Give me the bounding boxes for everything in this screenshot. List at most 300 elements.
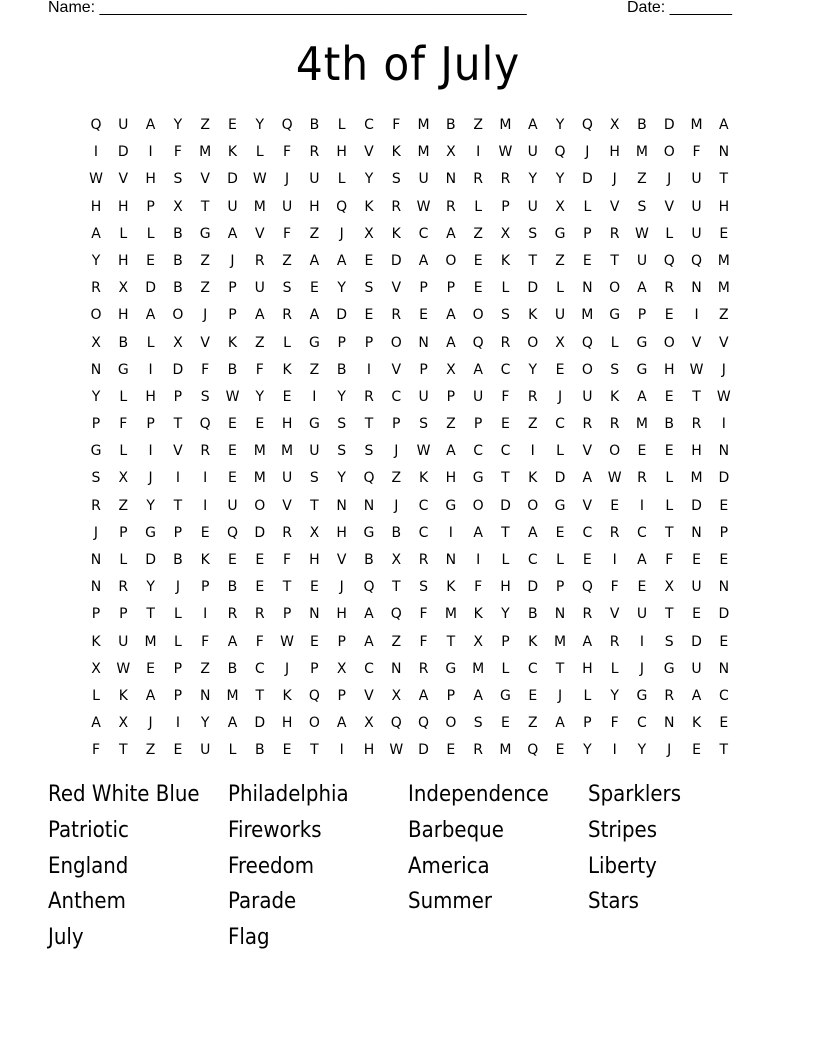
grid-cell: Y <box>637 742 647 759</box>
grid-cell: V <box>582 443 593 460</box>
grid-cell: E <box>200 524 210 541</box>
grid-cell: Q <box>554 144 566 161</box>
grid-cell: J <box>285 660 290 677</box>
grid-cell: N <box>445 171 457 188</box>
grid-cell: P <box>119 524 128 541</box>
grid-cell: C <box>527 552 538 568</box>
grid-cell: H <box>281 715 293 732</box>
grid-cell: Z <box>118 497 129 514</box>
name-field: Name: ________________________________________________ <box>48 0 527 16</box>
grid-cell: R <box>473 742 484 759</box>
grid-cell: E <box>309 633 319 650</box>
grid-cell: R <box>664 687 675 704</box>
grid-cell: C <box>418 225 429 242</box>
grid-cell: V <box>200 334 210 351</box>
grid-cell: U <box>527 144 538 161</box>
grid-cell: P <box>337 633 346 650</box>
grid-cell: C <box>364 660 374 677</box>
grid-cell: J <box>394 443 399 460</box>
grid-cell: X <box>391 552 402 568</box>
grid-cell: F <box>255 633 264 650</box>
grid-cell: G <box>308 334 320 351</box>
grid-cell: A <box>336 715 347 732</box>
grid-cell: J <box>93 524 99 541</box>
grid-cell: Y <box>583 742 592 759</box>
grid-cell: A <box>446 307 456 324</box>
grid-cell: F <box>283 225 292 242</box>
grid-cell: P <box>228 307 237 324</box>
grid-cell: X <box>555 198 565 215</box>
grid-cell: E <box>582 552 592 568</box>
grid-cell: E <box>555 742 565 759</box>
grid-cell: R <box>254 252 265 269</box>
grid-cell: Y <box>610 687 619 704</box>
grid-cell: X <box>500 225 511 242</box>
word-list-item: Freedom <box>228 853 314 879</box>
grid-cell: A <box>227 715 238 732</box>
grid-cell: Z <box>254 334 265 351</box>
grid-cell: G <box>663 660 675 677</box>
grid-cell: D <box>527 579 539 596</box>
grid-cell: N <box>90 361 102 378</box>
grid-cell: C <box>718 687 729 704</box>
grid-cell: P <box>91 606 101 623</box>
word-list-item: Stars <box>588 889 639 915</box>
grid-cell: B <box>446 117 456 133</box>
grid-cell: R <box>609 225 620 242</box>
grid-cell: P <box>119 606 128 623</box>
grid-cell: E <box>637 579 647 596</box>
grid-cell: L <box>556 280 564 297</box>
grid-cell: G <box>117 361 129 378</box>
grid-cell: O <box>472 497 484 514</box>
grid-cell: I <box>612 742 617 759</box>
grid-cell: E <box>664 388 674 405</box>
grid-cell: P <box>501 633 510 650</box>
grid-cell: D <box>691 633 702 650</box>
grid-cell: R <box>500 171 511 188</box>
grid-cell: I <box>203 497 208 514</box>
grid-cell: Q <box>363 470 375 487</box>
grid-cell: S <box>501 307 510 324</box>
grid-cell: N <box>336 497 347 514</box>
word-list-item: Summer <box>408 889 493 915</box>
grid-cell: A <box>418 687 429 704</box>
grid-cell: U <box>418 388 429 405</box>
grid-cell: E <box>719 225 729 242</box>
grid-cell: A <box>145 117 156 133</box>
grid-cell: D <box>718 606 730 623</box>
grid-cell: R <box>637 470 647 487</box>
grid-cell: C <box>637 715 647 732</box>
grid-cell: S <box>364 443 374 460</box>
grid-cell: G <box>500 687 511 704</box>
grid-cell: X <box>391 687 402 704</box>
grid-cell: C <box>391 388 402 405</box>
word-list-item: Sparklers <box>588 782 682 807</box>
grid-cell: P <box>310 660 319 677</box>
grid-cell: A <box>418 252 429 269</box>
grid-cell: R <box>582 416 593 433</box>
grid-cell: E <box>692 606 701 623</box>
grid-cell: B <box>227 361 238 378</box>
grid-cell: E <box>610 497 620 514</box>
word-list-item: Stripes <box>588 817 658 843</box>
grid-cell: F <box>392 117 401 133</box>
word-list <box>48 780 768 959</box>
grid-cell: Y <box>200 715 210 732</box>
grid-cell: U <box>636 606 648 623</box>
grid-cell: M <box>417 117 430 133</box>
grid-cell: C <box>364 117 374 133</box>
grid-cell: V <box>364 687 374 704</box>
word-list-item: Red White Blue <box>48 782 200 807</box>
grid-cell: J <box>203 307 208 324</box>
grid-cell: C <box>473 443 484 460</box>
grid-cell: K <box>282 687 292 704</box>
grid-cell: P <box>337 687 346 704</box>
grid-cell: P <box>419 280 428 297</box>
grid-cell: E <box>719 633 729 650</box>
grid-cell: L <box>501 280 510 297</box>
grid-cell: D <box>390 252 402 269</box>
grid-cell: O <box>609 280 621 297</box>
grid-cell: Z <box>200 117 210 133</box>
grid-cell: X <box>446 144 456 161</box>
grid-cell: C <box>527 660 538 677</box>
grid-cell: P <box>228 280 237 297</box>
grid-cell: R <box>91 280 101 297</box>
grid-cell: B <box>173 225 183 242</box>
grid-cell: Z <box>527 715 538 732</box>
grid-cell: A <box>254 307 265 324</box>
grid-cell: L <box>255 144 264 161</box>
grid-cell: E <box>228 117 237 133</box>
grid-cell: O <box>527 497 539 514</box>
grid-cell: J <box>339 225 344 242</box>
grid-cell: E <box>692 552 701 568</box>
grid-cell: M <box>717 280 730 297</box>
grid-cell: H <box>336 606 347 623</box>
grid-cell: G <box>445 660 457 677</box>
word-list-item: Anthem <box>48 889 126 915</box>
grid-cell: Z <box>555 252 565 269</box>
grid-cell: B <box>527 606 538 623</box>
grid-cell: L <box>119 552 128 568</box>
grid-cell: R <box>227 606 238 623</box>
grid-cell: A <box>446 225 456 242</box>
grid-cell: S <box>419 579 428 596</box>
grid-cell: S <box>337 443 347 460</box>
grid-cell: P <box>173 687 183 704</box>
word-list-item: America <box>408 853 490 879</box>
grid-cell: Q <box>390 606 402 623</box>
grid-cell: P <box>719 524 729 541</box>
grid-cell: A <box>91 715 101 732</box>
grid-cell: O <box>581 361 593 378</box>
grid-cell: Q <box>199 416 211 433</box>
grid-cell: E <box>228 416 237 433</box>
grid-cell: C <box>500 361 511 378</box>
grid-cell: I <box>203 606 208 623</box>
grid-cell: I <box>694 307 699 324</box>
grid-cell: T <box>528 252 538 269</box>
grid-cell: J <box>557 687 563 704</box>
grid-cell: Y <box>364 171 374 188</box>
grid-cell: B <box>173 252 183 269</box>
grid-cell: M <box>253 470 266 487</box>
grid-cell: R <box>473 171 484 188</box>
word-list-item: Barbeque <box>408 817 504 843</box>
grid-cell: G <box>636 687 648 704</box>
grid-cell: A <box>582 470 593 487</box>
grid-cell: X <box>336 660 347 677</box>
grid-cell: U <box>473 388 484 405</box>
grid-cell: I <box>721 416 726 433</box>
word-list-item: Independence <box>408 782 549 807</box>
grid-cell: P <box>446 687 456 704</box>
grid-cell: Y <box>173 117 183 133</box>
grid-cell: G <box>554 497 566 514</box>
grid-cell: B <box>227 660 238 677</box>
grid-cell: N <box>391 660 402 677</box>
grid-cell: W <box>252 171 267 188</box>
grid-cell: D <box>227 171 238 188</box>
grid-cell: R <box>609 633 620 650</box>
grid-cell: N <box>554 606 566 623</box>
grid-cell: N <box>445 552 457 568</box>
grid-cell: R <box>118 579 129 596</box>
grid-cell: W <box>498 144 513 161</box>
grid-cell: L <box>610 660 619 677</box>
grid-cell: A <box>336 252 347 269</box>
grid-cell: K <box>473 606 483 623</box>
grid-cell: Q <box>663 252 675 269</box>
grid-cell: I <box>639 633 644 650</box>
grid-cell: D <box>254 715 266 732</box>
grid-cell: S <box>419 416 428 433</box>
grid-cell: W <box>416 198 431 215</box>
grid-cell: V <box>173 443 183 460</box>
grid-cell: I <box>639 497 644 514</box>
grid-cell: A <box>637 388 647 405</box>
grid-cell: E <box>228 470 237 487</box>
grid-cell: A <box>637 280 647 297</box>
grid-cell: X <box>473 633 483 650</box>
grid-cell: U <box>636 252 648 269</box>
grid-cell: A <box>527 117 538 133</box>
grid-cell: D <box>117 144 129 161</box>
grid-cell: L <box>610 334 619 351</box>
grid-cell: O <box>172 307 184 324</box>
grid-cell: R <box>418 552 429 568</box>
grid-cell: E <box>255 416 265 433</box>
grid-cell: Z <box>145 742 156 759</box>
grid-cell: T <box>719 742 729 759</box>
grid-cell: M <box>472 660 485 677</box>
grid-cell: G <box>145 524 157 541</box>
grid-cell: K <box>91 633 101 650</box>
grid-cell: N <box>582 280 593 297</box>
grid-cell: Z <box>473 117 483 133</box>
grid-cell: Q <box>581 117 593 133</box>
grid-cell: O <box>663 144 675 161</box>
grid-cell: T <box>391 579 401 596</box>
grid-cell: F <box>610 579 619 596</box>
grid-cell: C <box>418 524 429 541</box>
grid-cell: A <box>364 606 374 623</box>
grid-cell: N <box>718 660 730 677</box>
grid-cell: U <box>691 198 702 215</box>
grid-cell: F <box>283 144 292 161</box>
grid-cell: J <box>148 715 153 732</box>
grid-cell: D <box>336 307 348 324</box>
grid-cell: A <box>309 307 320 324</box>
word-list-item: Parade <box>228 889 297 915</box>
grid-cell: K <box>528 633 538 650</box>
grid-cell: U <box>691 660 702 677</box>
grid-cell: Z <box>391 470 402 487</box>
grid-cell: B <box>118 334 129 351</box>
grid-cell: N <box>691 524 702 541</box>
grid-cell: U <box>418 171 429 188</box>
grid-cell: Y <box>255 388 265 405</box>
date-field: Date: _______ <box>627 0 732 16</box>
grid-cell: A <box>446 443 456 460</box>
grid-cell: J <box>667 742 672 759</box>
grid-cell: U <box>227 497 238 514</box>
grid-cell: A <box>364 633 374 650</box>
grid-cell: M <box>144 633 157 650</box>
grid-cell: F <box>201 633 210 650</box>
grid-cell: Z <box>637 171 647 188</box>
grid-cell: Y <box>555 171 565 188</box>
grid-cell: A <box>446 334 456 351</box>
grid-cell: T <box>664 606 674 623</box>
grid-cell: Z <box>446 416 456 433</box>
grid-cell: A <box>555 715 565 732</box>
grid-cell: V <box>391 280 402 297</box>
grid-cell: G <box>90 443 102 460</box>
grid-cell: V <box>609 606 620 623</box>
grid-cell: V <box>336 552 347 568</box>
grid-cell: U <box>691 579 702 596</box>
grid-cell: P <box>473 416 483 433</box>
grid-cell: I <box>175 715 180 732</box>
grid-cell: G <box>472 470 484 487</box>
grid-cell: V <box>118 171 129 188</box>
grid-cell: N <box>90 579 102 596</box>
grid-cell: H <box>663 361 675 378</box>
grid-cell: B <box>364 552 374 568</box>
word-list-item: Patriotic <box>48 817 129 843</box>
grid-cell: Z <box>719 307 729 324</box>
grid-cell: S <box>91 470 101 487</box>
grid-cell: E <box>446 742 456 759</box>
grid-cell: C <box>637 524 647 541</box>
grid-cell: P <box>446 280 456 297</box>
grid-cell: R <box>391 307 402 324</box>
grid-cell: M <box>554 633 567 650</box>
grid-cell: D <box>145 280 156 297</box>
grid-cell: A <box>91 225 101 242</box>
grid-cell: P <box>173 388 183 405</box>
grid-cell: K <box>364 198 374 215</box>
grid-cell: R <box>664 280 675 297</box>
grid-cell: P <box>282 606 292 623</box>
grid-cell: Y <box>337 388 346 405</box>
grid-cell: R <box>418 660 429 677</box>
grid-cell: P <box>419 361 428 378</box>
grid-cell: K <box>500 252 511 269</box>
grid-cell: P <box>337 334 346 351</box>
grid-cell: T <box>282 579 292 596</box>
grid-cell: Q <box>226 524 238 541</box>
grid-cell: E <box>501 715 510 732</box>
grid-cell: N <box>718 443 730 460</box>
grid-cell: Y <box>337 470 346 487</box>
grid-cell: W <box>89 171 103 188</box>
grid-cell: P <box>364 334 374 351</box>
grid-cell: V <box>254 225 265 242</box>
grid-cell: E <box>282 742 292 759</box>
grid-cell: I <box>339 742 344 759</box>
grid-cell: N <box>691 280 702 297</box>
grid-cell: L <box>283 334 291 351</box>
grid-cell: K <box>418 470 429 487</box>
grid-cell: W <box>225 388 240 405</box>
grid-cell: B <box>173 552 183 568</box>
grid-cell: N <box>718 579 730 596</box>
grid-cell: A <box>227 225 238 242</box>
grid-cell: J <box>721 361 726 378</box>
grid-cell: J <box>639 660 644 677</box>
grid-cell: V <box>200 171 210 188</box>
grid-cell: O <box>472 307 484 324</box>
grid-cell: E <box>555 524 565 541</box>
grid-cell: J <box>285 171 290 188</box>
grid-cell: H <box>691 443 702 460</box>
grid-cell: C <box>555 416 565 433</box>
grid-cell: S <box>391 171 401 188</box>
grid-cell: M <box>717 252 730 269</box>
grid-cell: M <box>690 470 703 487</box>
grid-cell: K <box>610 388 620 405</box>
grid-cell: K <box>691 715 702 732</box>
grid-cell: F <box>283 552 292 568</box>
grid-cell: A <box>582 633 593 650</box>
grid-cell: K <box>391 225 401 242</box>
grid-cell: J <box>394 497 399 514</box>
grid-cell: J <box>339 579 344 596</box>
grid-cell: L <box>665 497 674 514</box>
grid-cell: P <box>91 416 101 433</box>
grid-cell: L <box>146 225 155 242</box>
grid-cell: V <box>691 334 702 351</box>
grid-cell: A <box>691 687 702 704</box>
grid-cell: S <box>528 225 538 242</box>
grid-cell: C <box>418 497 429 514</box>
grid-cell: Y <box>255 117 265 133</box>
grid-cell: Z <box>200 280 210 297</box>
grid-cell: F <box>419 606 428 623</box>
grid-cell: K <box>227 144 238 161</box>
grid-cell: Y <box>91 252 101 269</box>
word-search-grid <box>82 114 737 767</box>
grid-cell: Q <box>691 252 703 269</box>
grid-cell: X <box>118 280 129 297</box>
grid-cell: W <box>607 470 622 487</box>
